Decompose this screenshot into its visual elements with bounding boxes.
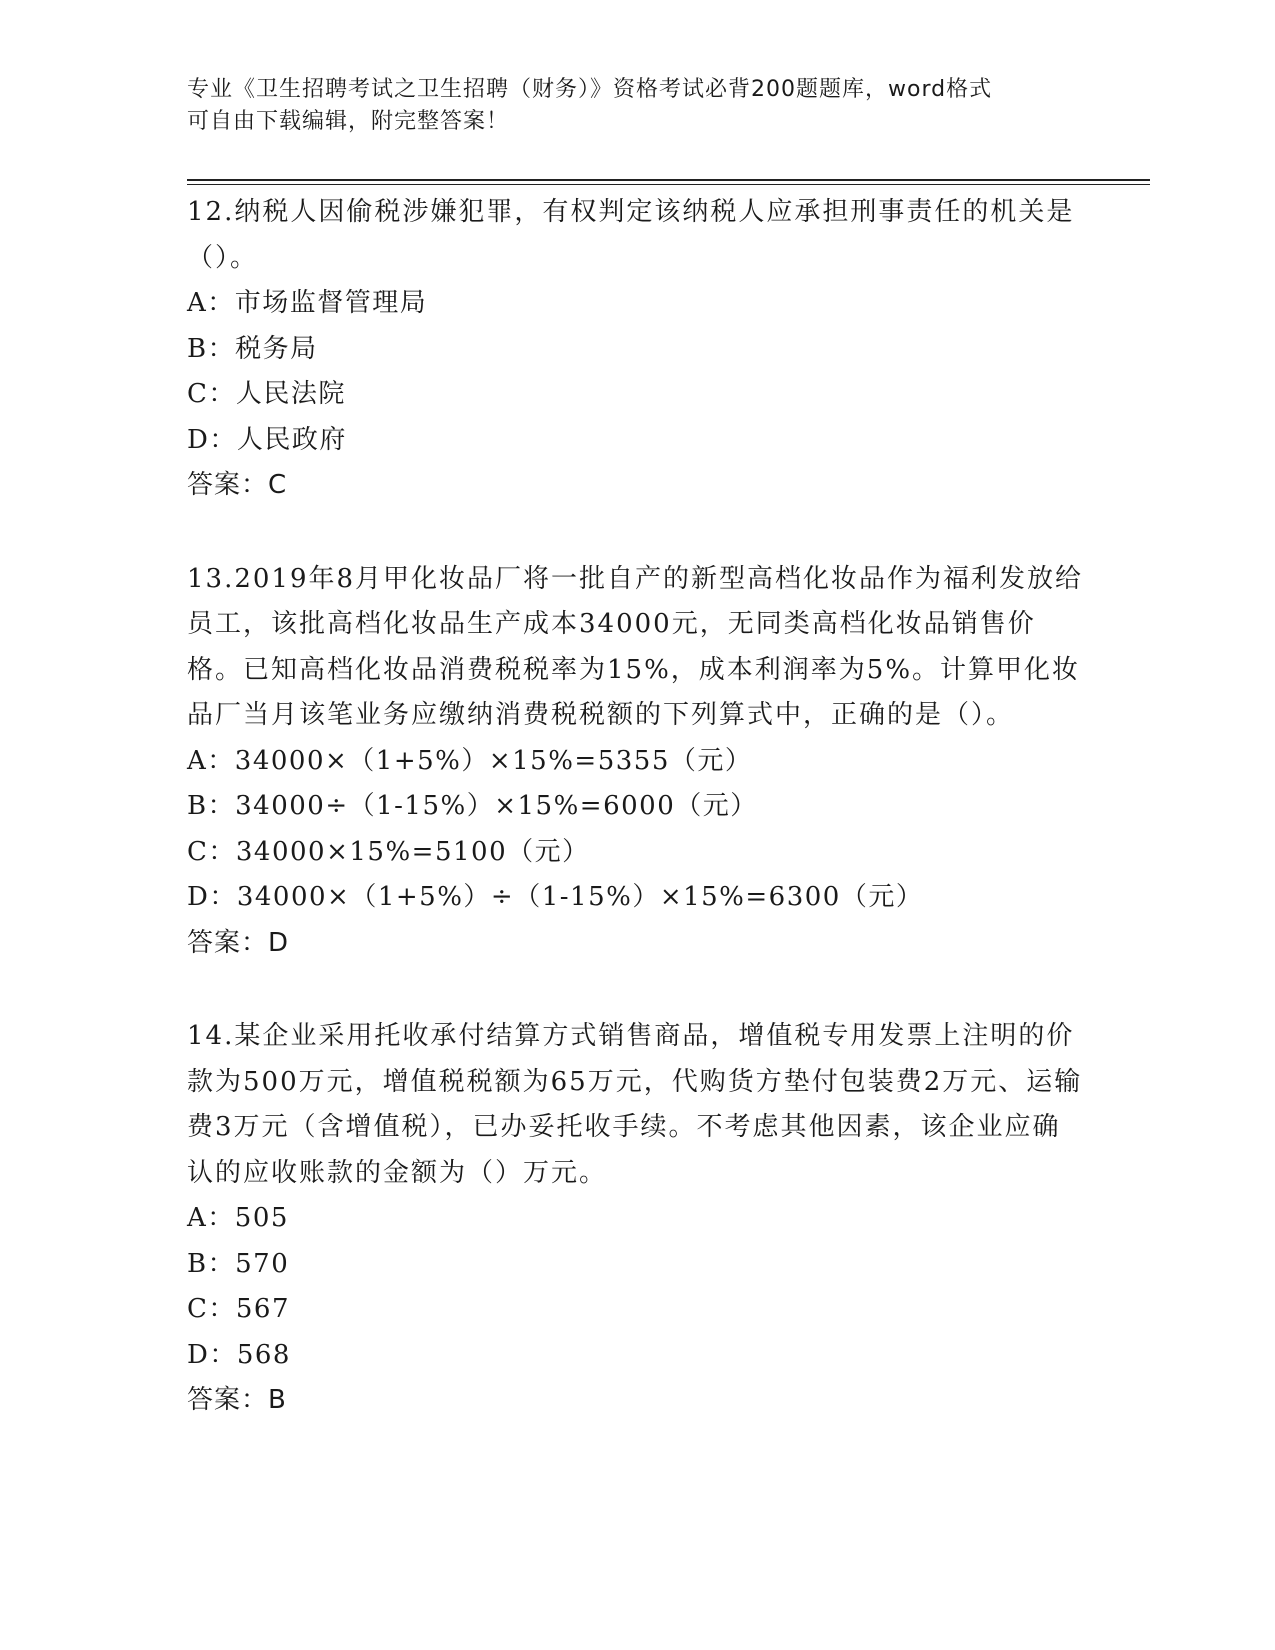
- question-stem: 14.某企业采用托收承付结算方式销售商品，增值税专用发票上注明的价款为500万元，增值税税额为65万元，代购货方垫付包装费2万元、运输费3万元（含增值税），已办妥托收手续。不考虑其他因素，该企业应确认的应收账款的金额为（）万元。: [187, 1021, 1083, 1188]
- option-c: C：567: [187, 1294, 291, 1324]
- answer-line: 答案：D: [187, 927, 290, 958]
- question-14: [187, 1014, 1087, 1424]
- header-divider-thick: [187, 179, 1150, 181]
- option-d: D：568: [187, 1339, 291, 1370]
- answer-line: 答案：C: [187, 470, 288, 500]
- option-d: D：人民政府: [187, 424, 347, 455]
- option-b: B：税务局: [187, 333, 318, 364]
- option-c: C：人民法院: [187, 379, 346, 409]
- option-d: D：34000×（1+5%）÷（1-15%）×15%=6300（元）: [187, 882, 924, 912]
- document-header: [187, 74, 1067, 138]
- option-a: A：市场监督管理局: [187, 288, 428, 318]
- option-b: B：570: [187, 1248, 290, 1279]
- question-stem: 13.2019年8月甲化妆品厂将一批自产的新型高档化妆品作为福利发放给员工，该批高档化妆品生产成本34000元，无同类高档化妆品销售价格。已知高档化妆品消费税税率为15%，成本利润率为5%。计算甲化妆品厂当月该笔业务应缴纳消费税税额的下列算式中，正确的是（）。: [187, 563, 1084, 730]
- header-line-2: 可自由下载编辑，附完整答案！: [187, 109, 510, 134]
- option-a: A：34000×（1+5%）×15%=5355（元）: [187, 745, 753, 776]
- option-a: A：505: [187, 1203, 289, 1233]
- question-list: [187, 190, 1087, 1472]
- header-divider-thin: [187, 184, 1150, 185]
- header-line-1: 专业《卫生招聘考试之卫生招聘（财务）》资格考试必背200题题库，word格式: [187, 77, 993, 102]
- option-c: C：34000×15%=5100（元）: [187, 836, 590, 867]
- option-b: B：34000÷（1-15%）×15%=6000（元）: [187, 791, 758, 821]
- answer-line: 答案：B: [187, 1385, 287, 1415]
- question-stem: 12.纳税人因偷税涉嫌犯罪，有权判定该纳税人应承担刑事责任的机关是（）。: [187, 197, 1075, 273]
- question-13: [187, 557, 1087, 967]
- question-12: [187, 190, 1087, 509]
